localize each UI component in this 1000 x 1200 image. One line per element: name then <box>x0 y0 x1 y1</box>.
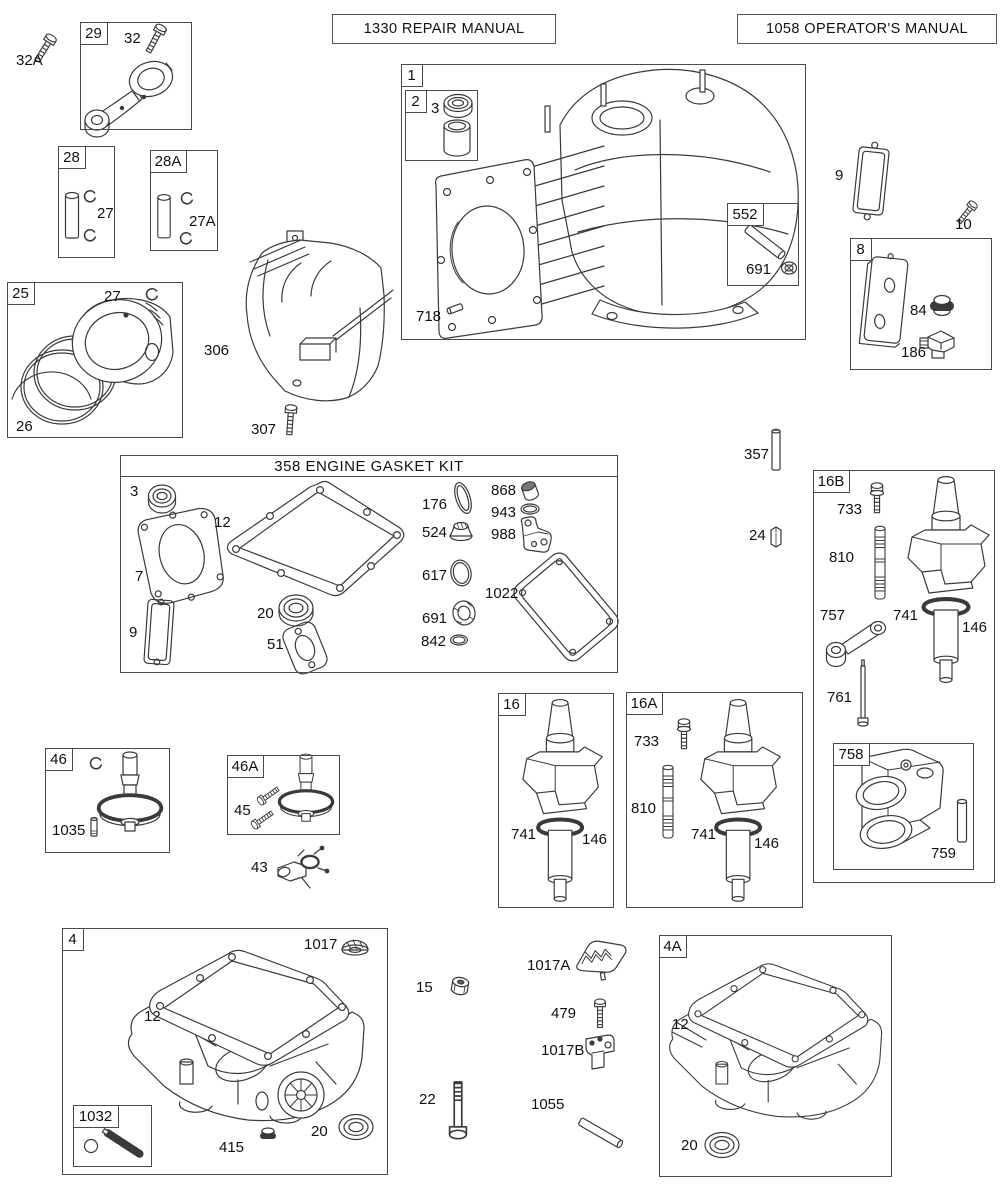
callout-1017b: 1017B <box>541 1042 585 1059</box>
part-box-label-4a: 4A <box>659 935 687 958</box>
callout-12: 12 <box>672 1016 689 1033</box>
callout-1055: 1055 <box>531 1096 565 1113</box>
callout-20: 20 <box>681 1137 698 1154</box>
callout-1022: 1022 <box>485 585 519 602</box>
breather-gasket-9-drawing <box>852 141 890 222</box>
part-box-46a <box>227 755 340 835</box>
bracket-1017b-drawing <box>586 1035 614 1069</box>
callout-15: 15 <box>416 979 433 996</box>
screen-1017a-drawing <box>574 937 630 983</box>
callout-146: 146 <box>754 835 780 852</box>
part-box-label-28a: 28A <box>150 150 187 173</box>
part-box-28 <box>58 146 115 258</box>
part-box-label-1: 1 <box>401 64 423 87</box>
pin-1055-drawing <box>578 1118 624 1149</box>
callout-757: 757 <box>820 607 846 624</box>
callout-733: 733 <box>634 733 660 750</box>
callout-307: 307 <box>251 421 277 438</box>
callout-741: 741 <box>511 826 537 843</box>
callout-761: 761 <box>827 689 853 706</box>
callout-43: 43 <box>251 859 268 876</box>
callout-524: 524 <box>422 524 448 541</box>
part-box-label-8: 8 <box>850 238 872 261</box>
part-box-28a <box>150 150 218 251</box>
part-box-label-46a: 46A <box>227 755 264 778</box>
governor-43-drawing <box>277 846 329 888</box>
part-box-label-1032: 1032 <box>73 1105 119 1128</box>
part-box-label-4: 4 <box>62 928 84 951</box>
callout-691: 691 <box>746 261 772 278</box>
callout-306: 306 <box>204 342 230 359</box>
callout-186: 186 <box>901 344 927 361</box>
plug-15-drawing <box>451 976 470 996</box>
callout-20: 20 <box>311 1123 328 1140</box>
part-box-label-16b: 16B <box>813 470 850 493</box>
callout-718: 718 <box>416 308 442 325</box>
callout-84: 84 <box>910 302 927 319</box>
callout-3: 3 <box>431 100 440 117</box>
callout-868: 868 <box>491 482 517 499</box>
callout-479: 479 <box>551 1005 577 1022</box>
part-box-label-2: 2 <box>405 90 427 113</box>
callout-741: 741 <box>691 826 717 843</box>
part-box-label-25: 25 <box>7 282 35 305</box>
callout-1035: 1035 <box>52 822 86 839</box>
callout-943: 943 <box>491 504 517 521</box>
part-box-16 <box>498 693 614 908</box>
callout-691: 691 <box>422 610 448 627</box>
part-box-label-16: 16 <box>498 693 526 716</box>
callout-27: 27 <box>104 288 121 305</box>
callout-176: 176 <box>422 496 448 513</box>
part-box-label-552: 552 <box>727 203 764 226</box>
callout-27a: 27A <box>189 213 216 230</box>
callout-146: 146 <box>962 619 988 636</box>
screw-479-drawing <box>595 999 606 1027</box>
callout-810: 810 <box>631 800 657 817</box>
part-box-label-29: 29 <box>80 22 108 45</box>
part-box-label-46: 46 <box>45 748 73 771</box>
callout-7: 7 <box>135 568 144 585</box>
callout-1017: 1017 <box>304 936 338 953</box>
callout-24: 24 <box>749 527 766 544</box>
callout-9: 9 <box>129 624 138 641</box>
part-box-1032 <box>73 1105 152 1167</box>
callout-988: 988 <box>491 526 517 543</box>
heat-shield-306-drawing <box>246 231 393 401</box>
callout-759: 759 <box>931 845 957 862</box>
callout-32a: 32A <box>16 52 43 69</box>
callout-3: 3 <box>130 483 139 500</box>
engine-gasket-kit-box <box>120 455 618 673</box>
callout-617: 617 <box>422 567 448 584</box>
part-box-label-28: 28 <box>58 146 86 169</box>
callout-842: 842 <box>421 633 447 650</box>
bolt-22-drawing <box>450 1082 467 1139</box>
repair-manual-box: 1330 REPAIR MANUAL <box>332 14 556 44</box>
callout-32: 32 <box>124 30 141 47</box>
callout-12: 12 <box>214 514 231 531</box>
callout-20: 20 <box>257 605 274 622</box>
callout-45: 45 <box>234 802 251 819</box>
callout-733: 733 <box>837 501 863 518</box>
callout-12: 12 <box>144 1008 161 1025</box>
callout-415: 415 <box>219 1139 245 1156</box>
key-24-drawing <box>771 527 781 547</box>
operators-manual-box: 1058 OPERATOR'S MANUAL <box>737 14 997 44</box>
screw-307-drawing <box>284 404 297 435</box>
callout-27: 27 <box>97 205 114 222</box>
callout-26: 26 <box>16 418 33 435</box>
callout-810: 810 <box>829 549 855 566</box>
engine-gasket-kit-title: 358 ENGINE GASKET KIT <box>121 456 617 477</box>
callout-9: 9 <box>835 167 844 184</box>
callout-10: 10 <box>955 216 972 233</box>
part-box-label-758: 758 <box>833 743 870 766</box>
part-box-25 <box>7 282 183 438</box>
callout-146: 146 <box>582 831 608 848</box>
part-box-2 <box>405 90 478 161</box>
callout-357: 357 <box>744 446 770 463</box>
callout-51: 51 <box>267 636 284 653</box>
callout-22: 22 <box>419 1091 436 1108</box>
callout-741: 741 <box>893 607 919 624</box>
pin-357-drawing <box>772 429 780 470</box>
callout-1017a: 1017A <box>527 957 571 974</box>
part-box-label-16a: 16A <box>626 692 663 715</box>
